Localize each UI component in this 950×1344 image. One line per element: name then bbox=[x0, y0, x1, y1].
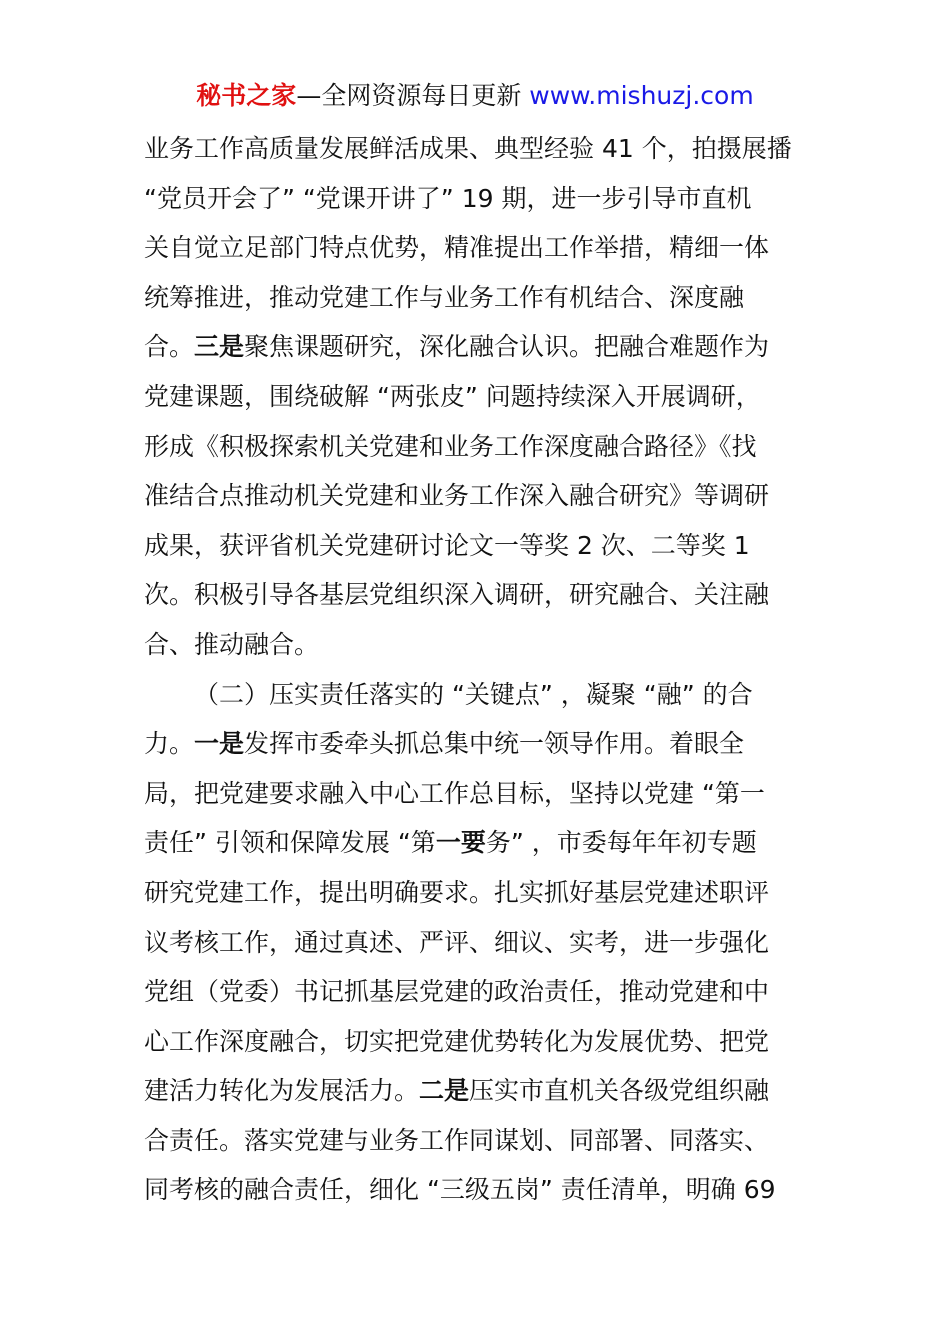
text-run: 形成《积极探索机关党建和业务工作深度融合路径》《找 bbox=[144, 431, 757, 461]
text-run: “党员开会了” “党课开讲了” 19 期，进一步引导市直机 bbox=[144, 183, 752, 213]
text-line bbox=[144, 1165, 814, 1215]
text-line bbox=[144, 174, 814, 224]
text-run: 合、推动融合。 bbox=[144, 629, 320, 659]
text-line bbox=[144, 471, 814, 521]
text-run: 业务工作高质量发展鲜活成果、典型经验 41 个，拍摄展播 bbox=[144, 134, 792, 163]
text-run: （二）压实责任落实的 “关键点” ，凝聚 “融” 的合 bbox=[194, 679, 753, 709]
text-line bbox=[144, 967, 814, 1017]
text-run: 合责任。落实党建与业务工作同谋划、同部署、同落实、 bbox=[144, 1125, 770, 1155]
text-line bbox=[144, 322, 814, 372]
text-line bbox=[144, 1116, 814, 1166]
text-run: 议考核工作，通过真述、严评、细议、实考，进一步强化 bbox=[144, 927, 770, 957]
text-line bbox=[144, 620, 814, 670]
text-run: 建活力转化为发展活力。 bbox=[144, 1076, 420, 1106]
site-brand: 秘书之家 bbox=[196, 81, 297, 110]
text-line bbox=[144, 769, 814, 819]
text-line bbox=[144, 1017, 814, 1067]
text-line bbox=[144, 868, 814, 918]
text-run: 研究党建工作，提出明确要求。扎实抓好基层党建述职评 bbox=[144, 877, 770, 907]
text-line bbox=[144, 223, 814, 273]
text-run: 务” ，市委每年年初专题 bbox=[485, 828, 757, 858]
text-run: 责任” 引领和保障发展 “第 bbox=[144, 828, 436, 858]
text-run: 聚焦课题研究，深化融合认识。把融合难题作为 bbox=[244, 332, 770, 362]
text-run: 党建课题，围绕破解 “两张皮” 问题持续深入开展调研， bbox=[144, 381, 761, 411]
text-line bbox=[144, 521, 814, 571]
text-run: 成果，获评省机关党建研讨论文一等奖 2 次、二等奖 1 bbox=[144, 530, 750, 560]
text-run: 党组（党委）书记抓基层党建的政治责任，推动党建和中 bbox=[144, 977, 770, 1007]
text-line bbox=[144, 124, 814, 174]
bold-text-run: 一是 bbox=[194, 729, 245, 759]
text-line bbox=[144, 1066, 814, 1116]
text-line bbox=[144, 818, 814, 868]
text-line bbox=[144, 273, 814, 323]
document-body bbox=[144, 124, 814, 1215]
text-line bbox=[144, 719, 814, 769]
text-run: 合。 bbox=[144, 332, 195, 362]
text-run: 次。积极引导各基层党组织深入调研，研究融合、关注融 bbox=[144, 580, 770, 610]
page-header bbox=[0, 80, 950, 112]
text-line bbox=[144, 372, 814, 422]
site-url-link[interactable]: www.mishuzj.com bbox=[529, 81, 754, 110]
text-run: 力。 bbox=[144, 729, 195, 759]
text-line bbox=[144, 570, 814, 620]
text-run: 准结合点推动机关党建和业务工作深入融合研究》等调研 bbox=[144, 481, 770, 511]
text-run: 关自觉立足部门特点优势，精准提出工作举措，精细一体 bbox=[144, 233, 770, 263]
site-tagline: —全网资源每日更新 bbox=[296, 81, 530, 110]
text-line bbox=[144, 422, 814, 472]
text-line bbox=[144, 918, 814, 968]
text-run: 局，把党建要求融入中心工作总目标，坚持以党建 “第一 bbox=[144, 778, 765, 808]
text-run: 压实市直机关各级党组织融 bbox=[469, 1076, 770, 1106]
text-run: 发挥市委牵头抓总集中统一领导作用。着眼全 bbox=[244, 729, 745, 759]
bold-text-run: 一要 bbox=[435, 828, 486, 858]
text-line bbox=[144, 670, 814, 720]
text-run: 统筹推进，推动党建工作与业务工作有机结合、深度融 bbox=[144, 282, 745, 312]
bold-text-run: 三是 bbox=[194, 332, 245, 362]
text-run: 同考核的融合责任，细化 “三级五岗” 责任清单，明确 69 bbox=[144, 1175, 776, 1205]
text-run: 心工作深度融合，切实把党建优势转化为发展优势、把党 bbox=[144, 1026, 770, 1056]
bold-text-run: 二是 bbox=[419, 1076, 470, 1106]
